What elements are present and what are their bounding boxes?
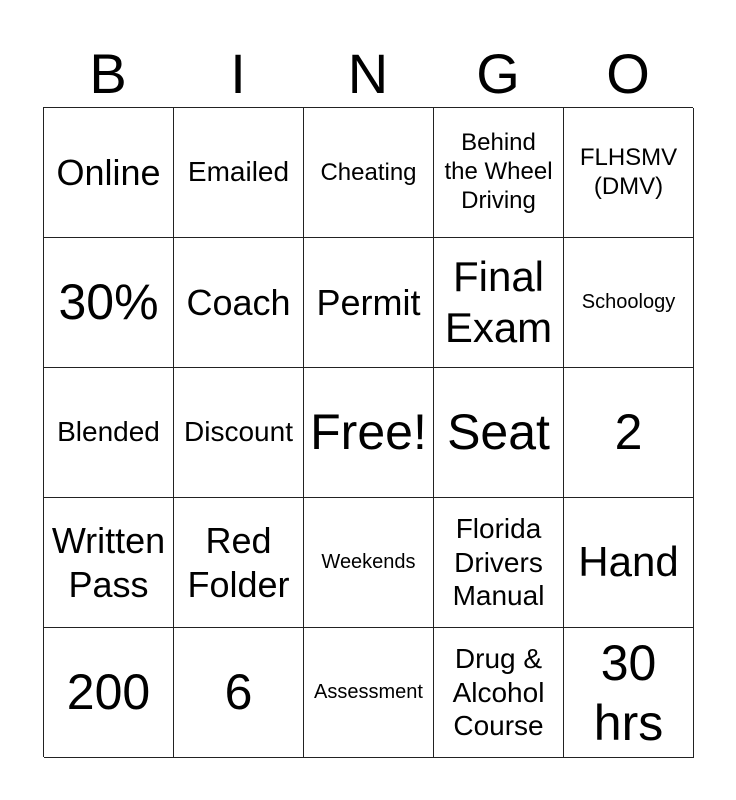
bingo-cell[interactable]: 6 (174, 628, 304, 758)
bingo-cell[interactable]: Florida Drivers Manual (434, 498, 564, 628)
header-letter-b: B (89, 42, 127, 105)
bingo-cell[interactable]: Blended (44, 368, 174, 498)
bingo-cell[interactable]: Weekends (304, 498, 434, 628)
bingo-cell[interactable]: Schoology (564, 238, 694, 368)
header-letter-o: O (606, 42, 650, 105)
bingo-cell[interactable]: Cheating (304, 108, 434, 238)
bingo-board (43, 107, 693, 757)
bingo-cell[interactable]: 200 (44, 628, 174, 758)
bingo-cell[interactable]: Seat (434, 368, 564, 498)
bingo-cell[interactable]: Emailed (174, 108, 304, 238)
bingo-cell[interactable]: Online (44, 108, 174, 238)
header-letter-n: N (347, 42, 389, 105)
header-letter-g: G (476, 42, 520, 105)
header-letter-i: I (230, 42, 246, 105)
bingo-cell[interactable]: Assessment (304, 628, 434, 758)
bingo-cell[interactable]: 2 (564, 368, 694, 498)
bingo-cell[interactable]: Red Folder (174, 498, 304, 628)
bingo-cell[interactable]: Coach (174, 238, 304, 368)
bingo-cell[interactable]: 30% (44, 238, 174, 368)
bingo-cell[interactable]: FLHSMV (DMV) (564, 108, 694, 238)
bingo-cell[interactable]: Final Exam (434, 238, 564, 368)
bingo-cell[interactable]: Hand (564, 498, 694, 628)
bingo-cell[interactable]: Behind the Wheel Driving (434, 108, 564, 238)
bingo-cell[interactable]: Permit (304, 238, 434, 368)
bingo-cell[interactable]: Written Pass (44, 498, 174, 628)
bingo-cell[interactable]: Free! (304, 368, 434, 498)
bingo-cell[interactable]: Drug & Alcohol Course (434, 628, 564, 758)
bingo-header (43, 42, 693, 106)
bingo-cell[interactable]: Discount (174, 368, 304, 498)
bingo-cell[interactable]: 30 hrs (564, 628, 694, 758)
